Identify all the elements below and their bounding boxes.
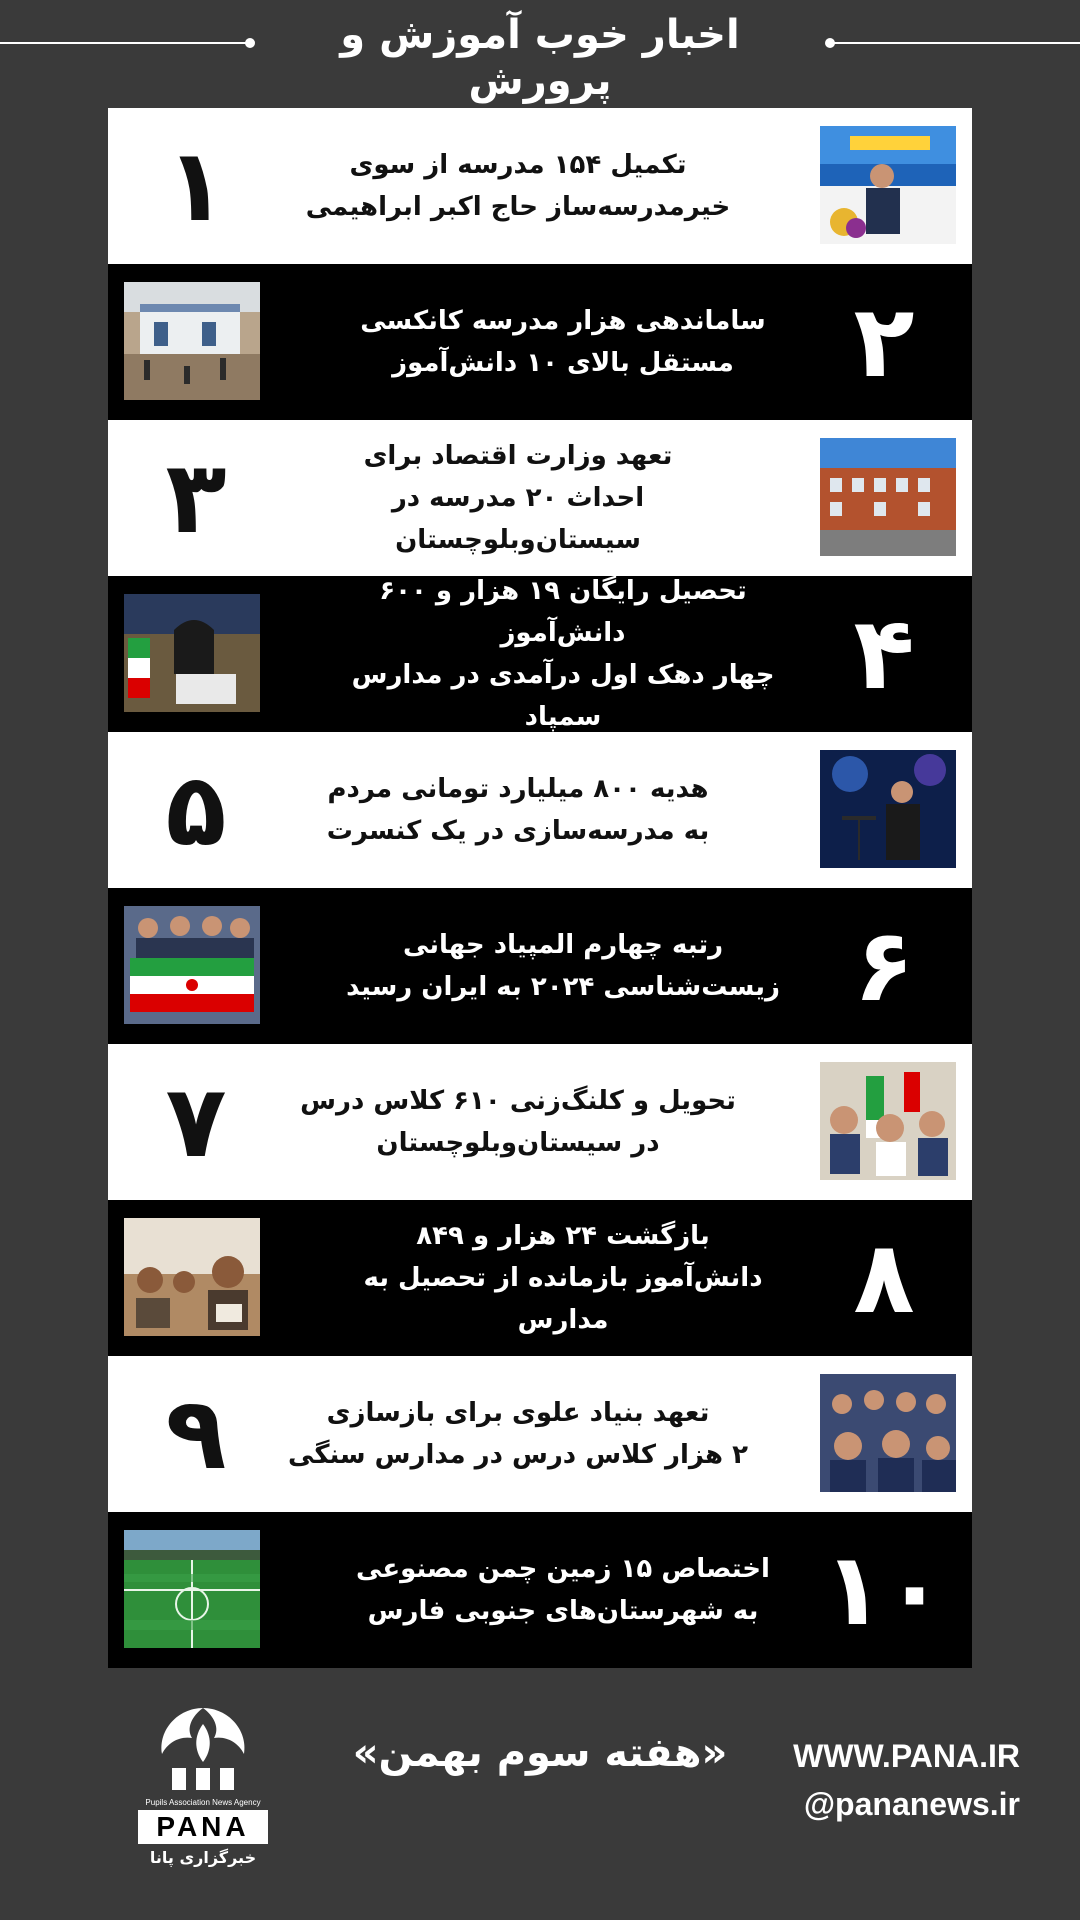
news-headline-line: مستقل بالای ۱۰ دانش‌آموز [392,348,734,378]
news-item[interactable] [108,1356,972,1512]
news-headline [283,108,753,264]
news-number: ۶ [853,907,915,1024]
news-headline-line: تعهد بنیاد علوی برای بازسازی [326,1398,710,1428]
news-headline-line: چهار دهک اول درآمدی در مدارس سمپاد [351,660,775,732]
children-reading-photo [124,1218,260,1336]
news-headline-line: دانش‌آموز بازمانده از تحصیل به مدارس [363,1263,763,1335]
news-headline [283,1356,753,1512]
logo-agency-name-fa: خبرگزاری پانا [149,1848,257,1867]
news-number: ۱ [165,127,227,244]
news-headline [328,1512,798,1668]
news-number: ۹ [165,1375,227,1492]
news-item[interactable] [108,264,972,420]
header-rule-left [0,42,250,44]
news-item[interactable] [108,1200,972,1356]
news-headline-line: اختصاص ۱۵ زمین چمن مصنوعی [356,1554,770,1584]
news-number: ۷ [165,1063,227,1180]
news-item[interactable] [108,888,972,1044]
news-headline-line: ساماندهی هزار مدرسه کانکسی [360,306,766,336]
news-headline-line: هدیه ۸۰۰ میلیارد تومانی مردم [327,774,709,804]
news-item[interactable] [108,1512,972,1668]
header [0,0,1080,104]
pana-logo [128,1702,278,1877]
website-link[interactable]: WWW.PANA.IR [793,1738,1020,1774]
header-rule-dot-left [245,38,255,48]
container-school-photo [124,282,260,400]
page-title: اخبار خوب آموزش و پرورش [340,12,740,104]
news-headline [328,576,798,732]
header-rule-right [830,42,1080,44]
logo-brand: PANA [138,1810,268,1844]
news-number: ۸ [853,1219,915,1336]
news-headline-line: تحویل و کلنگ‌زنی ۶۱۰ کلاس درس [300,1086,736,1116]
news-item[interactable] [108,1044,972,1200]
news-headline-line: در سیستان‌وبلوچستان [376,1128,660,1158]
news-headline [283,732,753,888]
news-headline [328,264,798,420]
news-item[interactable] [108,108,972,264]
news-headline [328,888,798,1044]
news-headline [328,1200,798,1356]
news-headline-line: احداث ۲۰ مدرسه در سیستان‌وبلوچستان [391,483,645,555]
news-item[interactable] [108,420,972,576]
news-headline [283,420,753,576]
news-headline [283,1044,753,1200]
news-headline-line: رتبه چهارم المپیاد جهانی [402,930,724,960]
news-headline-line: تعهد وزارت اقتصاد برای [363,441,673,471]
news-headline-line: تحصیل رایگان ۱۹ هزار و ۶۰۰ دانش‌آموز [379,576,747,648]
news-number: ۲ [853,283,915,400]
week-caption: «هفته سوم بهمن» [352,1730,728,1776]
news-item[interactable] [108,732,972,888]
news-number: ۱۰ [822,1531,946,1648]
artificial-turf-field-photo [124,1530,260,1648]
news-headline-line: تکمیل ۱۵۴ مدرسه از سوی [349,150,687,180]
schoolboys-waving-photo [820,1374,956,1492]
pana-logo-icon [128,1702,278,1798]
news-item[interactable] [108,576,972,732]
school-building-photo [820,438,956,556]
footer [0,1680,1080,1920]
news-list [108,108,972,1668]
news-number: ۵ [165,751,227,868]
concert-singer-photo [820,750,956,868]
students-flags-photo [820,1062,956,1180]
news-headline-line: به شهرستان‌های جنوبی فارس [367,1596,759,1626]
news-headline-line: زیست‌شناسی ۲۰۲۴ به ایران رسید [346,972,780,1002]
news-headline-line: به مدرسه‌سازی در یک کنسرت [326,816,710,846]
speaker-ceremony-photo [820,126,956,244]
social-handle[interactable]: @pananews.ir [803,1786,1020,1822]
news-number: ۳ [165,439,227,556]
news-headline-line: ۲ هزار کلاس درس در مدارس سنگی [288,1440,748,1470]
logo-agency-name-en: Pupils Association News Agency [145,1798,261,1807]
official-speech-photo [124,594,260,712]
news-headline-line: خیرمدرسه‌ساز حاج اکبر ابراهیمی [305,192,731,222]
news-headline-line: بازگشت ۲۴ هزار و ۸۴۹ [416,1221,710,1251]
olympiad-team-flag-photo [124,906,260,1024]
news-number: ۴ [853,595,915,712]
